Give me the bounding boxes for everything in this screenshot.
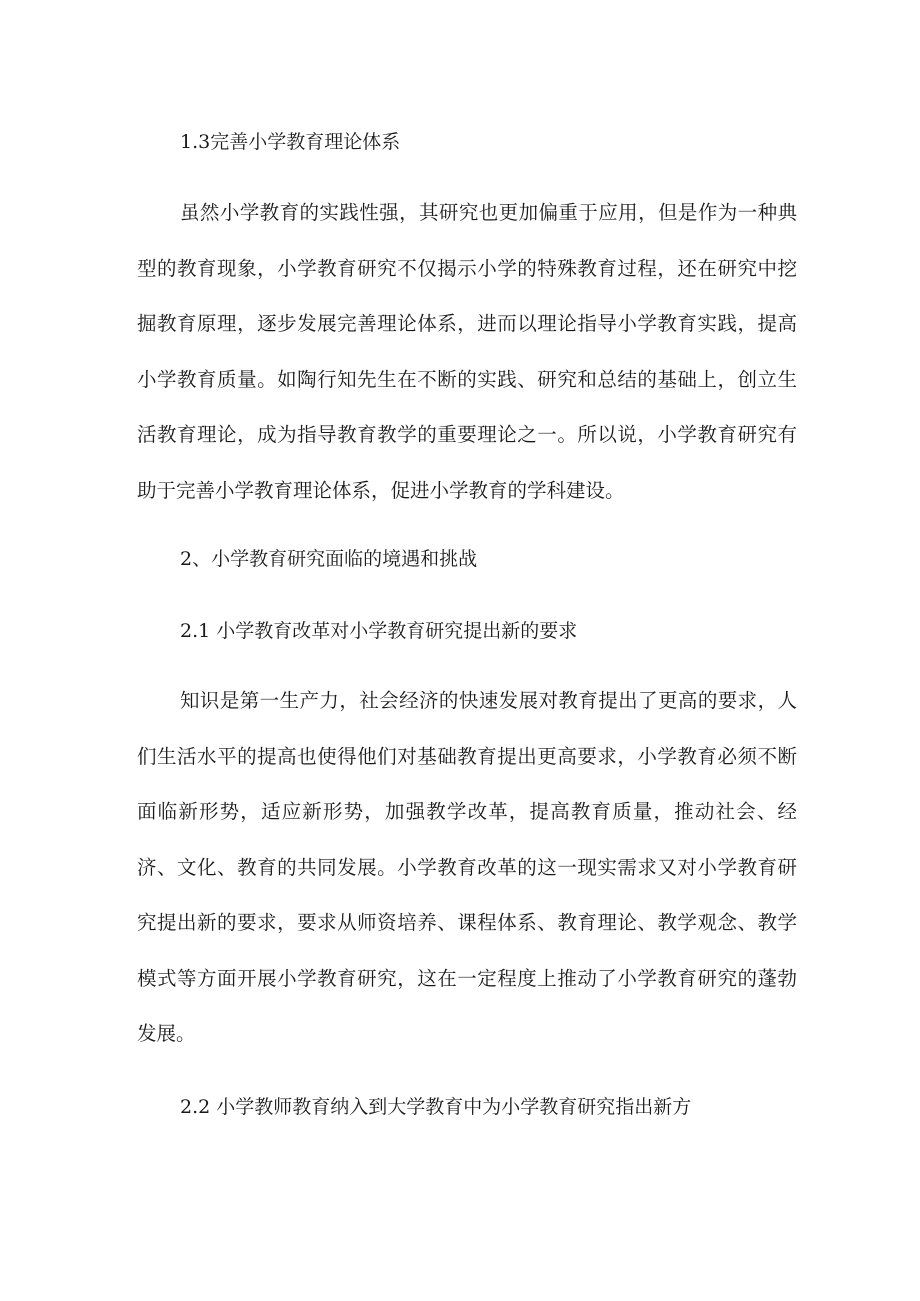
section-heading-2-1: 2.1 小学教育改革对小学教育研究提出新的要求 <box>180 620 578 642</box>
section-heading-2-2: 2.2 小学教师教育纳入到大学教育中为小学教育研究指出新方 <box>180 1096 692 1118</box>
section-heading-2: 2、小学教育研究面临的境遇和挑战 <box>180 548 478 570</box>
section-heading-1-3: 1.3完善小学教育理论体系 <box>180 131 401 153</box>
paragraph-education-reform: 知识是第一生产力，社会经济的快速发展对教育提出了更高的要求，人们生活水平的提高也使得他们对基础教育提出更高要求，小学教育必须不断面临新形势，适应新形势，加强教学改革，提高教育质量，推动社会、经济、文化、教育的共同发展。小学教育改革的这一现实需求又对小学教育研究提出新的要求，要求从师资培养、课程体系、教育理论、教学观念、教学模式等方面开展小学教育研究，这在一定程度上推动了小学教育研究的蓬勃发展。 <box>137 689 797 1045</box>
paragraph-theory-system: 虽然小学教育的实践性强，其研究也更加偏重于应用，但是作为一种典型的教育现象，小学教育研究不仅揭示小学的特殊教育过程，还在研究中挖掘教育原理，逐步发展完善理论体系，进而以理论指导小学教育实践，提高小学教育质量。如陶行知先生在不断的实践、研究和总结的基础上，创立生活教育理论，成为指导教育教学的重要理论之一。所以说，小学教育研究有助于完善小学教育理论体系，促进小学教育的学科建设。 <box>137 201 797 502</box>
